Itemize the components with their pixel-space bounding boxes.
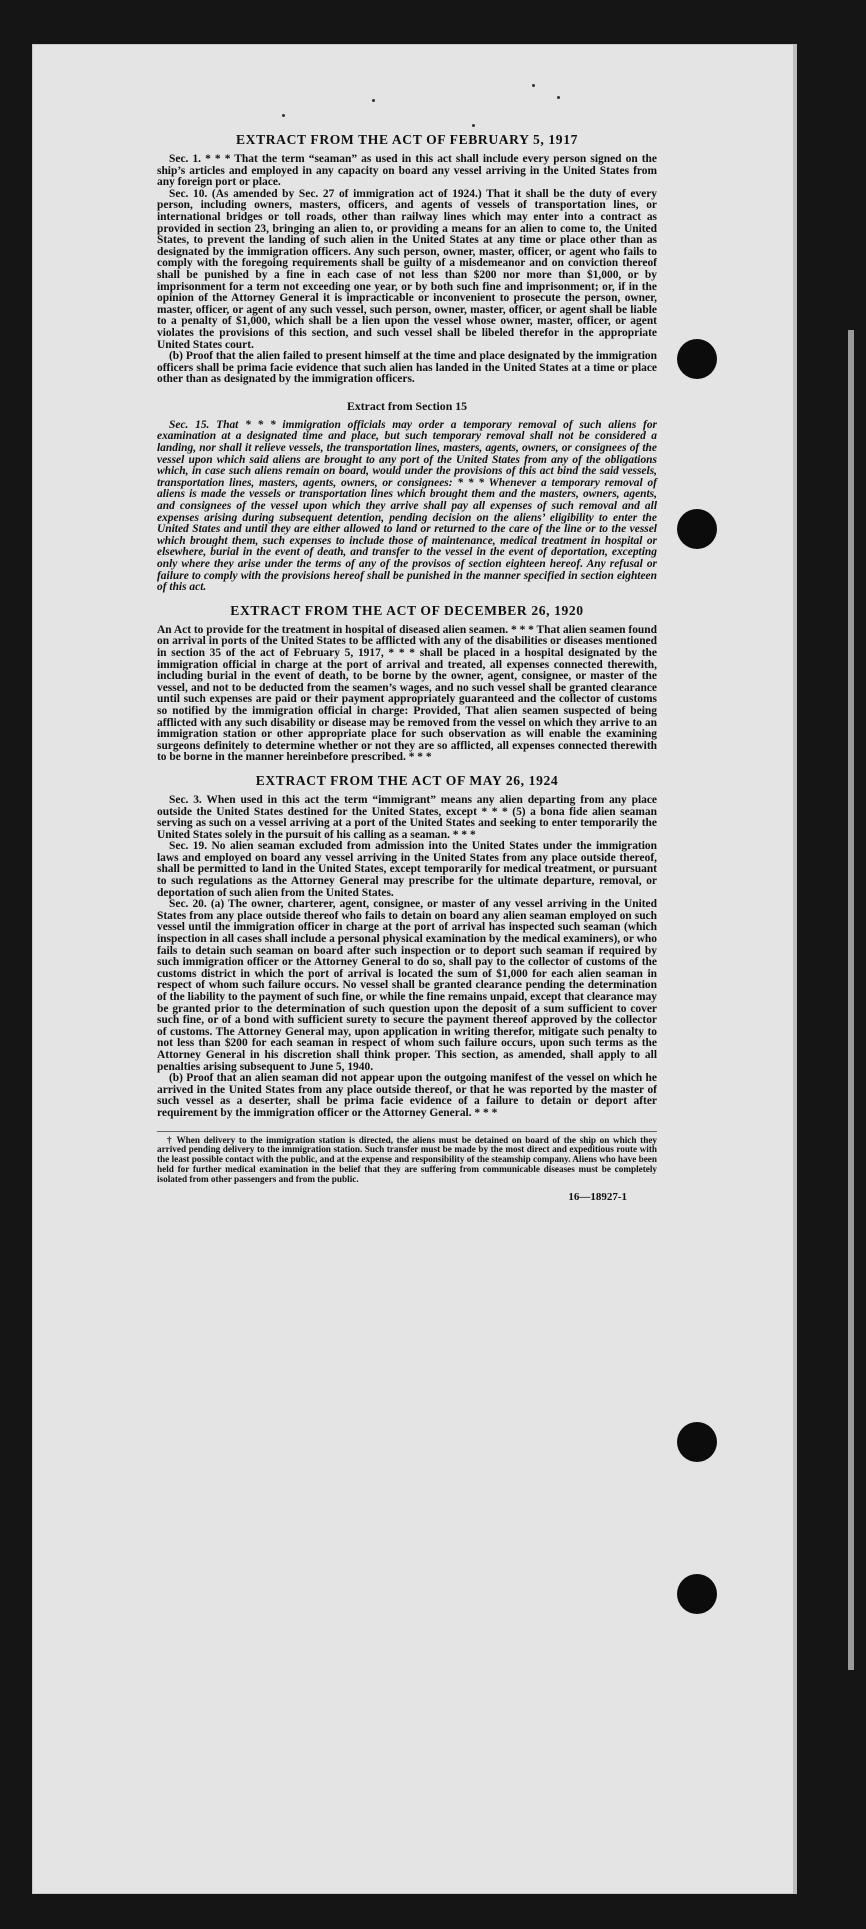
form-number: 16—18927-1 xyxy=(568,1191,627,1204)
scan-edge-strip xyxy=(848,330,854,1670)
paragraph-sec-10-b: (b) Proof that the alien failed to present himself at the time and place designated by the immigration officers shall be prima facie evidence that such alien has landed in the United States at a time or place other than as designated by the immigration officers. xyxy=(157,350,657,386)
section-title-1917: EXTRACT FROM THE ACT OF FEBRUARY 5, 1917 xyxy=(236,132,578,147)
document-page xyxy=(32,44,797,1894)
scan-speck xyxy=(532,84,535,87)
page-edge xyxy=(793,44,797,1894)
scan-speck xyxy=(372,99,375,102)
footnote: † When delivery to the immigration station is directed, the aliens must be detained on board of the ship on which they arrived pending delivery to the immigration station. Such transfer must be made by the most direct and expeditious route with the least possible contact with the public, and at the expense and responsibility of the steamship company. Aliens who have been held for further medical examination in the belief that they are suffering from communicable diseases must be completely isolated from other passengers and from the public. xyxy=(157,1131,657,1186)
paragraph-sec-1: Sec. 1. * * * That the term “seaman” as used in this act shall include every person signed on the ship’s articles and employed in any capacity on board any vessel arriving in the United States from any foreign port or place. xyxy=(157,153,657,189)
punch-hole xyxy=(677,1574,717,1614)
scan-speck xyxy=(282,114,285,117)
section-title-1920: EXTRACT FROM THE ACT OF DECEMBER 26, 1920 xyxy=(230,602,584,618)
paragraph-act-1920: An Act to provide for the treatment in hospital of diseased alien seamen. * * * That alien seamen found on arrival in ports of the United States to be afflicted with any of the disabilities or diseases mentioned in section 35 of the act of February 5, 1917, * * * shall be placed in a hospital designated by the immigration official in charge at the port of arrival and treated, all expenses connected therewith, including burial in the event of death, to be borne by the owner, agent, consignee, or master of the vessel, and not to be deducted from the seamen’s wages, and no such vessel shall be granted clearance until such expenses are paid or their payment appropriately guaranteed and the collector of customs so notified by the immigration official in charge: Provided, That alien seamen suspected of being afflicted with any such disability or disease may be removed from the vessel on which they arrive to an immigration station or other appropriate place for such observation as will enable the examining surgeons definitely to determine whether or not they are so afflicted, all expenses connected therewith to be borne in the manner hereinbefore prescribed. * * * xyxy=(157,623,657,764)
subsection-title-15: Extract from Section 15 xyxy=(346,398,467,413)
punch-hole xyxy=(677,1422,717,1462)
paragraph-sec-15: Sec. 15. That * * * immigration officials may order a temporary removal of such aliens for examination at a designated time and place, but such temporary removal shall not be considered a landing, nor shall it relieve vessels, the transportation lines, masters, agents, owners, or consignees of the vessel upon which said aliens are brought to any port of the United States from any of the obligations which, in case such aliens remain on board, would under the provisions of this act bind the said vessels, transportation lines, masters, agents, owners, or consignees: * * * Whenever a temporary removal of aliens is made the vessels or transportation lines which brought them and the masters, owners, agents, and consignees of the vessel upon which they arrive shall pay all expenses of such removal and all expenses arising during subsequent detention, pending decision on the aliens’ eligibility to enter the United States and until they are either allowed to land or returned to the care of the line or to the vessel which brought them, such expenses to include those of maintenance, medical treatment in hospital or elsewhere, burial in the event of death, and transfer to the vessel in the event of deportation, excepting only where they arise under the terms of any of the provisos of section eighteen hereof. Any refusal or failure to comply with the provisions hereof shall be punished in the manner specified in section eighteen of this act. xyxy=(157,418,657,594)
scan-speck xyxy=(472,124,475,127)
paragraph-sec-3: Sec. 3. When used in this act the term “immigrant” means any alien departing from any place outside the United States destined for the United States, except * * * (5) a bona fide alien seaman serving as such on a vessel arriving at a port of the United States and seeking to enter temporarily the United States solely in the pursuit of his calling as a seaman. * * * xyxy=(157,793,657,841)
punch-hole xyxy=(677,509,717,549)
paragraph-sec-20-b: (b) Proof that an alien seaman did not appear upon the outgoing manifest of the vessel on which he arrived in the United States from any place outside thereof, or that he was reported by the master of such vessel as a deserter, shall be prima facie evidence of a failure to detain or deport after requirement by the immigration officer or the Attorney General. * * * xyxy=(157,1072,657,1119)
section-title-1924: EXTRACT FROM THE ACT OF MAY 26, 1924 xyxy=(255,772,559,788)
document-body xyxy=(157,132,657,1203)
punch-hole xyxy=(677,339,717,379)
scan-speck xyxy=(557,96,560,99)
paragraph-sec-19: Sec. 19. No alien seaman excluded from admission into the United States under the immigration laws and employed on board any vessel arriving in the United States from any place outside thereof, shall be permitted to land in the United States, except temporarily for medical treatment, or pursuant to such regulations as the Attorney General may prescribe for the ultimate departure, removal, or deportation of such alien from the United States. xyxy=(157,840,657,899)
paragraph-sec-20-a: Sec. 20. (a) The owner, charterer, agent, consignee, or master of any vessel arriving in the United States from any place outside thereof who fails to detain on board any alien seaman employed on such vessel until the immigration officer in charge at the port of arrival has inspected such seaman (which inspection in all cases shall include a personal physical examination by the medical examiners), or who fails to detain such seaman on board after such inspection or to deport such seaman if required by such immigration officer or the Attorney General to do so, shall pay to the collector of customs of the customs district in which the port of arrival is located the sum of $1,000 for each alien seaman in respect of whom such failure occurs. No vessel shall be granted clearance pending the determination of the liability to the payment of such fine, or while the fine remains unpaid, except that clearance may be granted prior to the determination of such question upon the deposit of a sum sufficient to cover such fine, or of a bond with sufficient surety to secure the payment thereof approved by the collector of customs. The Attorney General may, upon application in writing therefor, mitigate such penalty to not less than $200 for each seaman in respect of whom such failure occurs, upon such terms as the Attorney General in his discretion shall think proper. This section, as amended, shall apply to all penalties arising subsequent to June 5, 1940. xyxy=(157,898,657,1073)
paragraph-sec-10: Sec. 10. (As amended by Sec. 27 of immigration act of 1924.) That it shall be the duty of every person, including owners, masters, officers, and agents of vessels of transportation lines, or international bridges or toll roads, other than railway lines which may enter into a contract as provided in section 23, bringing an alien to, or providing a means for an alien to come to, the United States, to prevent the landing of such alien in the United States at any time or place other than as designated by the immigration officers. Any such person, owner, master, officer, or agent who fails to comply with the foregoing requirements shall be guilty of a misdemeanor and on conviction thereof shall be punished by a fine in each case of not less than $200 nor more than $1,000, or by imprisonment for a term not exceeding one year, or by both such fine and imprisonment; or, if in the opinion of the Attorney General it is impracticable or inconvenient to prosecute the person, owner, master, officer, or agent of any such vessel, such person, owner, master, officer, or agent shall be liable to a penalty of $1,000, which shall be a lien upon the vessel whose owner, master, officer, or agent violates the provisions of this section, and such vessel shall be libeled therefor in the appropriate United States court. xyxy=(157,187,657,351)
